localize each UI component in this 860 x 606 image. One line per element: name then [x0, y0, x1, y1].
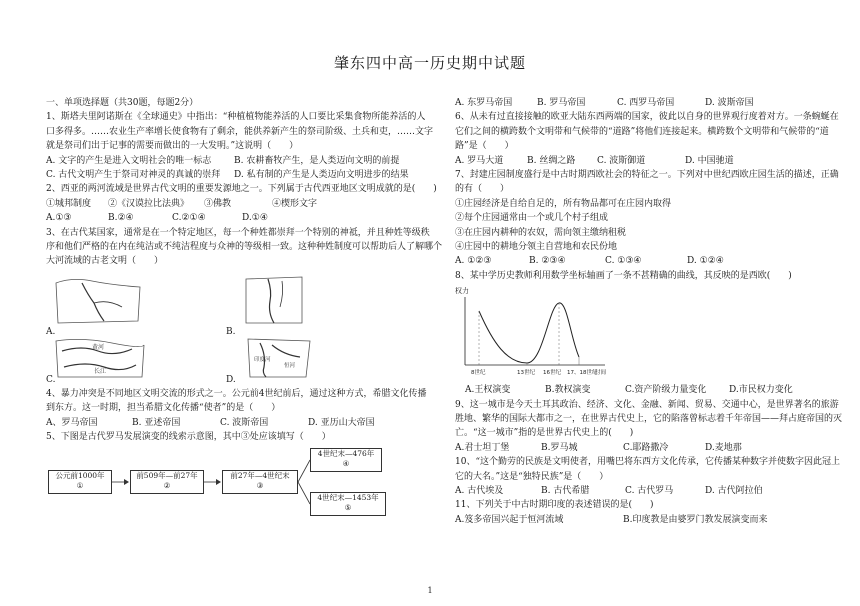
map-label-c: C.: [46, 374, 56, 385]
q2-options: [46, 211, 424, 225]
q6-line: 路”是（ ）: [455, 141, 514, 152]
chart-ylabel: 权力: [455, 287, 469, 296]
q6-option-a[interactable]: A. 罗马大道: [455, 155, 504, 166]
q7-item: ①庄园经济是自给自足的，所有物品都可在庄园内取得: [455, 198, 672, 209]
page-title: 肇东四中高一历史期中试题: [333, 54, 526, 72]
q5-options: [455, 96, 817, 110]
chart-xlabel: 时间: [595, 370, 607, 377]
q6-option-c[interactable]: C. 波斯御道: [597, 155, 646, 166]
river-map-a[interactable]: [52, 273, 144, 327]
q9-options: [455, 441, 817, 455]
q8-options: [455, 383, 817, 397]
q5-option-d[interactable]: D. 波斯帝国: [705, 98, 754, 108]
q2-item: ④楔形文字: [272, 198, 318, 209]
q6-line: 它们之间的横跨数个文明带和气候带的“道路”将他们连接起来。横跨数个文明带和气候带的“道: [455, 126, 829, 137]
q8-option-c[interactable]: C.资产阶级力量变化: [625, 385, 707, 396]
q2-option-c[interactable]: C.②①④: [172, 213, 206, 224]
flow-box-3: 前27年—4世纪末 ③: [222, 470, 298, 494]
power-curve-chart: [455, 283, 817, 383]
q7-item: ③在庄园内耕种的农奴，需向领主缴纳租税: [455, 227, 627, 238]
q10-line: 10、“这个勤劳的民族是文明使者，用嘴巴将东西方文化传承，它传播某种数字并使数字因此冠上: [455, 457, 841, 468]
q7-option-c[interactable]: C. ①③④: [605, 256, 642, 267]
q7-option-d[interactable]: D. ①②④: [687, 256, 724, 267]
q1-option-b[interactable]: B. 农耕畜牧产生，是人类迈向文明的前提: [234, 155, 400, 166]
q7-option-a[interactable]: A. ①②③: [455, 256, 492, 267]
q1-line: 就是祭司们出于记事的需要而做出的一大发明。”这说明（ ）: [46, 141, 299, 152]
q7-options: [455, 254, 817, 268]
q4-option-b[interactable]: B. 亚述帝国: [132, 417, 181, 428]
map-text-huanghe: 黄河: [92, 343, 105, 351]
q6-option-b[interactable]: B. 丝绸之路: [527, 155, 576, 166]
rome-flow-diagram: [46, 446, 424, 518]
map-text-indus: 印度河: [254, 356, 271, 363]
q1-option-c[interactable]: C. 古代文明产生于祭司对神灵的真诚的崇拜: [46, 170, 221, 181]
q2-item: ②《汉谟拉比法典》: [108, 198, 190, 209]
q10-option-d[interactable]: D. 古代阿拉伯: [705, 486, 763, 497]
q4-line: 到东方。这一时期，担当希腊文化传播“使者”的是（ ）: [46, 403, 281, 414]
q3-line: 序和他们严格的在内在纯洁或不纯洁程度与众神的等级相一致。这种种姓制度可以帮助后人了解哪个: [46, 242, 443, 252]
q10-option-c[interactable]: C. 古代罗马: [625, 486, 674, 497]
q5-option-a[interactable]: A. 东罗马帝国: [455, 98, 513, 108]
q6-line: 6、从未有过直接接触的欧亚大陆东西两端的国家，彼此以自身的世界观行度着对方。一条蜿蜒在: [455, 112, 839, 123]
tick-13c: 13世纪: [517, 370, 535, 377]
q7-line: 的有（ ）: [455, 184, 510, 195]
q9-line: 胜地、繁华的国际大都市之一，在世界古代史上，它的陷落曾标志着千年帝国——拜占庭帝国的灭: [455, 414, 843, 425]
river-map-b[interactable]: [242, 273, 306, 327]
q4-option-c[interactable]: C. 波斯帝国: [220, 417, 269, 428]
q4-options: [46, 416, 424, 430]
q7-option-b[interactable]: B. ②③④: [529, 256, 566, 267]
q5-option-b[interactable]: B. 罗马帝国: [537, 98, 586, 108]
q10-line: 它的大名。”这是“独特民族”是（ ）: [455, 471, 609, 482]
q10-option-a[interactable]: A. 古代埃及: [455, 486, 504, 497]
tick-8c: 8世纪: [471, 370, 486, 377]
q7-line: 7、封建庄园制度盛行是中古时期西欧社会的特征之一。下列对中世纪西欧庄园生活的描述，正确: [455, 170, 839, 180]
q3-line: 3、在古代某国家，通常是在一个特定地区，每一个种姓都崇拜一个特别的神祗，并且种姓等级秩: [46, 227, 430, 238]
map-text-ganges: 恒河: [284, 362, 296, 369]
tick-17-18c: 17、18世纪: [567, 370, 598, 377]
river-map-d[interactable]: [242, 335, 314, 381]
q5-stem: 5、下图是古代罗马发展演变的线索示意图，其中③处应该填写（ ）: [46, 432, 331, 443]
q1-options-2: [46, 168, 424, 182]
q6-options: [455, 154, 817, 168]
flow-box-2: 前509年—前27年 ②: [130, 470, 204, 494]
q11-stem: 11、下列关于中古时期印度的表述错误的是( ): [455, 500, 654, 511]
flow-box-4: 4世纪末—476年 ④: [310, 448, 382, 472]
q2-option-a[interactable]: A.①③: [46, 213, 72, 224]
q9-line: 亡。“这一城市”指的是世界古代史上的( ): [455, 428, 634, 439]
map-text-changjiang: 长江: [94, 367, 107, 375]
q1-line: 1、斯塔夫里阿诺斯在《全球通史》中指出：“种植植物能养活的人口要比采集食物所能养活的人: [46, 112, 426, 123]
section-heading: 一、单项选择题（共30题，每题2分）: [46, 98, 199, 108]
q1-line: 口多得多。……农业生产率增长使食物有了剩余，能供养新产生的祭司阶级、土兵和吏，……文字: [46, 126, 434, 137]
q8-option-d[interactable]: D.市民权力变化: [729, 385, 793, 396]
q8-stem: 8、某中学历史教师利用数学坐标轴画了一条不甚精确的曲线，其反映的是西欧( ): [455, 270, 792, 281]
q10-options: [455, 484, 817, 498]
q2-stem: 2、西亚的两河流域是世界古代文明的重要发源地之一。下列属于古代西亚地区文明成就的是( ): [46, 184, 437, 195]
q5-option-c[interactable]: C. 西罗马帝国: [617, 98, 675, 108]
q9-option-b[interactable]: B.罗马城: [541, 442, 578, 453]
q7-item: ④庄园中的耕地分领主自营地和农民份地: [455, 242, 618, 253]
power-curve: [479, 303, 579, 363]
q8-option-a[interactable]: A.王权演变: [465, 385, 511, 396]
q7-item: ②每个庄园通常由一个或几个村子组成: [455, 213, 609, 224]
q2-item: ①城邦制度: [46, 198, 92, 209]
q11-options: [455, 513, 817, 527]
q9-option-a[interactable]: A.君士坦丁堡: [455, 442, 510, 453]
flow-box-5: 4世纪末—1453年 ⑤: [310, 492, 386, 516]
q2-option-b[interactable]: B.②④: [108, 213, 134, 224]
tick-16c: 16世纪: [543, 370, 561, 377]
map-label-d: D.: [226, 374, 236, 385]
map-label-b: B.: [226, 326, 236, 337]
q9-option-c[interactable]: C.耶路撒冷: [623, 442, 669, 453]
q9-line: 9、这一城市是今天土耳其政治、经济、文化、金融、新闻、贸易、交通中心，是世界著名的旅游: [455, 399, 839, 410]
river-map-c[interactable]: [52, 335, 148, 381]
q4-option-a[interactable]: A、罗马帝国: [46, 417, 98, 428]
q4-line: 4、暴力冲突是不同地区文明交流的形式之一。公元前4世纪前后，通过这种方式，希腊文化传播: [46, 388, 427, 399]
q11-option-a[interactable]: A.笈多帝国兴起于恒河流域: [455, 514, 564, 525]
left-column: [46, 96, 443, 518]
flow-box-1: 公元前1000年 ①: [48, 470, 112, 494]
q9-option-d[interactable]: D.麦地那: [705, 442, 742, 453]
q2-option-d[interactable]: D.①④: [242, 213, 268, 224]
q2-item: ③佛教: [204, 198, 232, 209]
right-column: [455, 96, 843, 527]
q10-option-b[interactable]: B. 古代希腊: [541, 486, 590, 497]
map-label-a: A.: [46, 326, 56, 337]
q8-option-b[interactable]: B.教权演变: [545, 385, 591, 396]
q1-options: [46, 154, 424, 168]
q11-option-b[interactable]: B.印度教是由婆罗门教发展演变而来: [623, 514, 768, 525]
q3-map-options: [46, 269, 424, 387]
q1-option-d[interactable]: D. 私有制的产生是人类迈向文明进步的结果: [234, 170, 409, 181]
q6-option-d[interactable]: D. 中国驰道: [685, 155, 734, 166]
power-curve-svg: [455, 283, 615, 383]
q4-option-d[interactable]: D. 亚历山大帝国: [308, 417, 375, 428]
q1-option-a[interactable]: A. 文字的产生是进入文明社会的唯一标志: [46, 155, 212, 166]
q2-items: [46, 197, 424, 211]
q3-line: 大河流域的古老文明（ ）: [46, 256, 164, 267]
page-number: 1: [427, 586, 433, 595]
